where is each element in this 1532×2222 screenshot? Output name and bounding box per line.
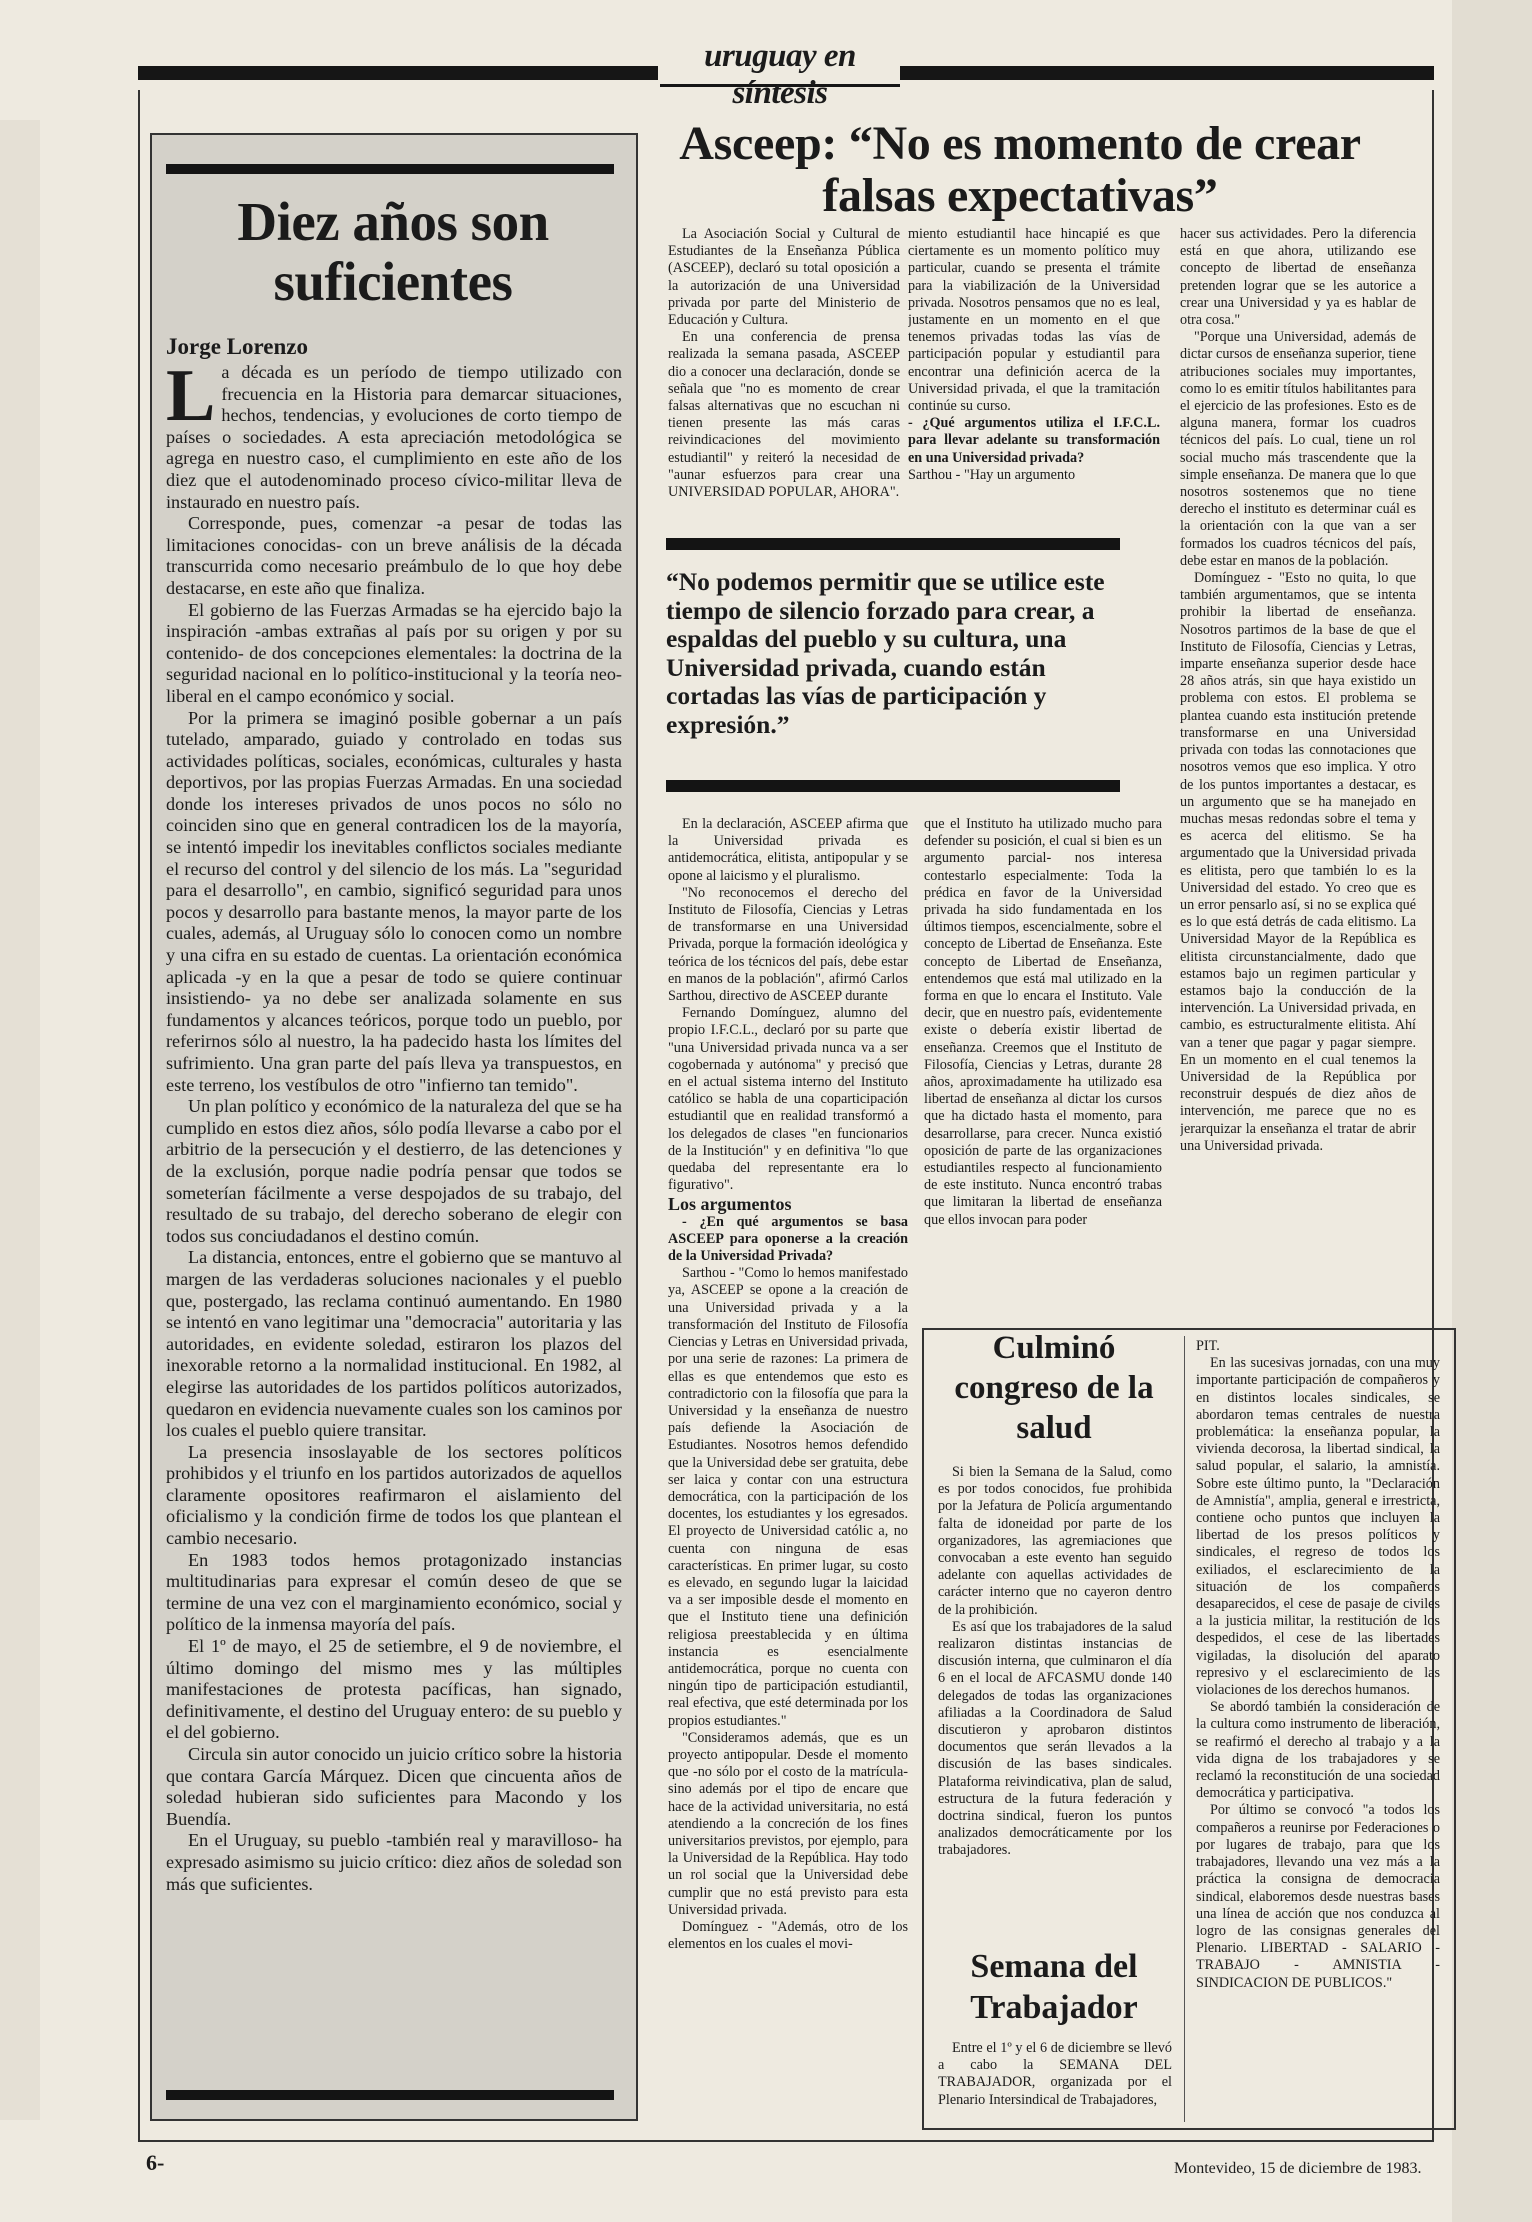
- issue-date: Montevideo, 15 de diciembre de 1983.: [1174, 2160, 1422, 2177]
- opinion-author: Jorge Lorenzo: [166, 334, 309, 359]
- opinion-paragraph: Un plan político y económico de la naturaleza del que se ha cumplido en estos diez años, sólo podía llevarse a cabo por el arbitrio de la persecución y el destierro, de las detenciones y de la exclusión, porque nadie podría pensar que todos se someterían fácilmente a verse despojados de su trabajo, del resultado de su trabajo, del derecho soberano de elegir con todos sus conciudadanos el destino común.: [166, 1096, 622, 1246]
- asceep-paragraph: En la declaración, ASCEEP afirma que la Universidad privada es antidemocrática, elitista, antipopular y se opone al laicismo y el pluralismo.: [668, 816, 908, 884]
- salud-paragraph: Por último se convocó "a todos los compañeros a reunirse por Federaciones o por lugares de trabajo, para que los trabajadores, llevando una vez más a la práctica la consigna de democracia sindical, elaboremos desde nuestras bases una línea de acción que nos conduzca al logro de las consignas generales del Plenario. LIBERTAD - SALARIO - TRABAJO - AMNISTIA - SINDICACION DE PUBLICOS.": [1196, 1802, 1440, 1991]
- opinion-paragraph: En 1983 todos hemos protagonizado instancias multitudinarias para expresar el común deseo de que se termine de una vez con el marginamiento económico, social y político de la inmensa mayoría del país.: [166, 1549, 622, 1635]
- masthead-rule-left: [138, 66, 658, 80]
- asceep-col-5: [924, 816, 1162, 1308]
- opinion-headline: Diez años son suficientes: [237, 191, 549, 312]
- salud-col-left: [938, 1464, 1172, 1914]
- asceep-subhead: Los argumentos: [668, 1194, 792, 1215]
- opinion-bottom-bar: [166, 2090, 614, 2100]
- opinion-paragraph: La presencia insoslayable de los sectores políticos prohibidos y el triunfo en los partidos autorizados de aquellos claramente opositores reafirmaron el aislamiento del oficialismo y la condición firme de todos los que plantean el cambio necesario.: [166, 1441, 622, 1549]
- asceep-paragraph: "Porque una Universidad, además de dictar cursos de enseñanza superior, tiene atribuciones sociales muy importantes, como lo es emitir títulos habilitantes para el ejercicio de las profesiones. Esto es de alguna manera, formar los cuadros técnicos del país. Lo cual, tiene un rol social mucho más trascendente que la simple enseñanza. De manera que lo que nosotros sostenemos que no tiene derecho el instituto es determinar cuál es la orientación con la que van a ser formados los cuadros técnicos del país, debe estar en manos de la población.: [1180, 329, 1416, 569]
- scan-edge-right: [1452, 0, 1532, 2222]
- asceep-paragraph: Domínguez - "Esto no quita, lo que también argumentamos, que se intenta prohibir la libertad de enseñanza. Nosotros partimos de la base de que el Instituto de Filosofía, Ciencias y Letras, imparte enseñanza superior desde hace 28 años atrás, sin que haya existido un problema con estos. El problema se plantea cuando esta institución pretende transformarse en una Universidad privada con todas las connotaciones que nosotros vemos que eso implica. Y otro de los puntos importantes a destacar, es un argumento que se ha manejado en muchas mesas redondas sobre el tema y es acerca del elitismo. Se ha argumentado que la Universidad privada es elitista, pero que también lo es la Universidad del estado. Yo creo que es un error pensarlo así, si no se explica qué es lo que está detrás de cada elitismo. La Universidad Mayor de la República es elitista circunstancialmente, dado que estamos bajo un regimen particular y estamos bajo la conducción de la intervención. La Universidad privada, en cambio, es estructuralmente elitista. Ahí van a tener que pagar y pagar siempre. En un momento en el cual tenemos la Universidad de la República por reconstruir después de diez años de intervención, me parece que no es jerarquizar la enseñanza el tratar de abrir una Universidad privada.: [1180, 570, 1416, 1154]
- pull-quote: “No podemos permitir que se utilice este tiempo de silencio forzado para crear, a espaldas del pueblo y su cultura, una Universidad privada, cuando están cortadas las vías de participación y expresión.”: [666, 567, 1105, 739]
- semana-headline: Semana del Trabajador: [970, 1948, 1138, 2026]
- page-number: 6-: [146, 2150, 165, 2175]
- pull-quote-bottom-bar: [666, 780, 1120, 792]
- asceep-paragraph: que el Instituto ha utilizado mucho para defender su posición, el cual si bien es un argumento parcial- nos interesa contestarlo especialmente: Toda la prédica en favor de la Universidad privada ha sido fundamentada en los últimos tiempos, escencialmente, sobre el concepto de Libertad de Enseñanza. Este concepto de Libertad de Enseñanza, entendemos que está mal utilizado en la forma en que lo encara el Instituto. Vale decir, que en nuestro país, evidentemente existe o debería existir libertad de enseñanza. Creemos que el Instituto de Filosofía, Ciencias y Letras, durante 28 años, aproximadamente ha utilizado esa libertad de enseñanza al dictar los cursos que ha dictado hasta el momento, para desarrollarse, para crecer. Nunca existió oposición de parte de las organizaciones estudiantiles respecto al funcionamiento de este instituto. Nunca encontró trabas que limitaran la libertad de enseñanza que ellos invocan para poder: [924, 816, 1162, 1228]
- opinion-paragraph: Circula sin autor conocido un juicio crítico sobre la historia que contara García Márquez. Dicen que cincuenta años de soledad hubieran sido suficientes para Macondo y los Buendía.: [166, 1744, 622, 1829]
- opinion-paragraph: El 1º de mayo, el 25 de setiembre, el 9 de noviembre, el último domingo del mismo mes y las múltiples manifestaciones de protesta pacíficas, han signado, definitivamente, el destino del Uruguay entero: de su pueblo y el del gobierno.: [166, 1636, 622, 1743]
- section-title: uruguay en síntesis: [704, 38, 856, 111]
- drop-cap: L: [166, 362, 216, 437]
- asceep-question: - ¿Qué argumentos utiliza el I.F.C.L. para llevar adelante su transformación en una Universidad privada?: [908, 415, 1160, 466]
- asceep-paragraph: La Asociación Social y Cultural de Estudiantes de la Enseñanza Pública (ASCEEP), declaró su total oposición a la autorización de una Universidad privada por parte del Ministerio de Educación y Cultura.: [668, 226, 900, 329]
- asceep-headline: Asceep: “No es momento de crear falsas expectativas”: [679, 117, 1361, 222]
- opinion-body: [166, 362, 622, 2062]
- asceep-paragraph: Sarthou - "Como lo hemos manifestado ya, ASCEEP se opone a la creación de una Universidad privada y a la transformación del Instituto de Filosofía Ciencias y Letras en Universidad privada, por una serie de razones: La primera de ellas es que entendemos que esto es contradictorio con la filosofía que para la Universidad y la enseñanza de nuestro país defiende la Asociación de Estudiantes. Nosotros hemos defendido que la Universidad debe ser gratuita, debe ser laica y contar con una estructura democrática, con la participación de los docentes, los estudiantes y los egresados. El proyecto de Universidad católic a, no cuenta con ninguna de esas características. En primer lugar, su costo es elevado, en segundo lugar la laicidad va a ser imposible desde el momento en que el Instituto tiene una definición religiosa preestablecida y en última instancia es esencialmente antidemocrática, porque no cuenta con ningún tipo de participación estudiantil, real efectiva, que esté determinada por los propios estudiantes.": [668, 1265, 908, 1729]
- asceep-paragraph: Domínguez - "Además, otro de los elementos en los cuales el movi-: [668, 1919, 908, 1953]
- opinion-paragraph: a década es un período de tiempo utilizado con frecuencia en la Historia para demarcar situaciones, hechos, tendencias, y evoluciones de corto tiempo de países o sociedades. A esta apreciación metodológica se agrega en nuestro caso, el cumplimiento en este año de los diez que el autodenominado proceso cívico-militar lleva de instaurado en nuestro país.: [166, 362, 622, 512]
- asceep-paragraph: hacer sus actividades. Pero la diferencia está en que ahora, utilizando ese concepto de libertad de enseñanza pretenden lograr que se les autorice a crear una Universidad y ya es hablar de otra cosa.": [1180, 226, 1416, 329]
- asceep-col-2: [908, 226, 1160, 530]
- asceep-paragraph: Fernando Domínguez, alumno del propio I.F.C.L., declaró por su parte que "una Universidad privada nunca va a ser cogobernada y autónoma" y precisó que en el actual sistema interno del Instituto católico se habla de una coparticipación estudiantil que en realidad transformó a los delegados de clases "en funcionarios de la Institución" y en definitiva "lo que quedaba del representante era lo figurativo".: [668, 1005, 908, 1194]
- asceep-col-3: [1180, 226, 1416, 1308]
- asceep-paragraph: "No reconocemos el derecho del Instituto de Filosofía, Ciencias y Letras de transformarse en una Universidad Privada, porque la formación ideológica y teórica de los técnicos del país, debe estar en manos de la población", afirmó Carlos Sarthou, directivo de ASCEEP durante: [668, 884, 908, 1005]
- salud-paragraph: En las sucesivas jornadas, con una muy importante participación de compañeros y en distintos locales sindicales, se abordaron temas centrales de nuestra problemática: la enseñanza popular, la vivienda decorosa, la libertad sindical, la salud popular, el salario, la amnistía. Sobre este último punto, la "Declaración de Amnistía", amplia, general e irrestricta, contiene ocho puntos que incluyen la libertad de los presos políticos y sindicales, el regreso de todos los exiliados, el esclarecimiento de la situación de los compañeros desaparecidos, el cese de pasaje de civiles a la justicia militar, la restitución de los despedidos, el cese de las libertades vigiladas, la disolución del aparato represivo y el esclarecimiento de las violaciones de los derechos humanos.: [1196, 1355, 1440, 1699]
- salud-column-divider: [1184, 1336, 1185, 2122]
- scan-edge-left: [0, 120, 40, 2120]
- asceep-col-1: [668, 226, 900, 530]
- salud-paragraph: Es así que los trabajadores de la salud realizaron distintas instancias de discusión interna, que culminaron el día 6 en el local de AFCASMU donde 140 delegados de todas las organizaciones afiliadas a la Coordinadora de Salud discutieron y aprobaron distintos documentos que serán llevados a la discusión de las bases sindicales. Plataforma reivindicativa, plan de salud, estructura de la futura federación y doctrina sindical, fueron los puntos analizados democráticamente por los trabajadores.: [938, 1618, 1172, 1859]
- semana-col: [938, 2040, 1172, 2124]
- opinion-top-bar: [166, 164, 614, 174]
- asceep-paragraph: En una conferencia de prensa realizada la semana pasada, ASCEEP dio a conocer una declaración, donde se señala que "no es momento de crear falsas alternativas que no escuchan ni tienen presente las más caras reivindicaciones del movimiento estudiantil" y reiteró la necesidad de "aunar esfuerzos para crear una UNIVERSIDAD POPULAR, AHORA".: [668, 329, 900, 501]
- asceep-question: - ¿En qué argumentos se basa ASCEEP para oponerse a la creación de la Universidad Privada?: [668, 1213, 908, 1265]
- asceep-paragraph: miento estudiantil hace hincapié es que ciertamente es un momento político muy particular, cuando se presenta el trámite para la viabilización de la Universidad privada. Nosotros pensamos que no es leal, justamente en un momento en el que tenemos privadas todas las vías de participación popular y estudiantil para encontrar una definición acerca de la Universidad privada, el que la tramitación continúe su curso.: [908, 226, 1160, 415]
- page-frame-bottom: [138, 2140, 1434, 2142]
- salud-paragraph: Se abordó también la consideración de la cultura como instrumento de liberación, se reafirmó el derecho al trabajo y a la vida digna de los trabajadores y se reclamó la reconstitución de una sociedad democrática y participativa.: [1196, 1699, 1440, 1802]
- opinion-paragraph: Por la primera se imaginó posible gobernar a un país tutelado, amparado, guiado y controlado en todas sus actividades políticas, sociales, económicas, culturales y hasta deportivos, por las propias Fuerzas Armadas. En una sociedad donde los intereses privados de unos pocos no sólo no coinciden sino que en general contradicen los de la mayoría, se intentó impedir los inevitables conflictos sociales mediante el recurso del control y del silencio de los más. La "seguridad para el desarrollo", en cambio, significó seguridad para unos pocos y desarrollo para bastante menos, la mayor parte de los cuales, además, al Uruguay sólo lo conocen como un nombre y una cifra en su estado de cuentas. La orientación económica aplicada -y en la que a pesar de todo se quiere continuar insistiendo- ya no debe ser analizada solamente en sus fundamentos y alcances teóricos, porque todo un pueblo, por referirnos sólo al nuestro, la ha padecido hasta los límites del sufrimiento. Una gran parte del país lleva ya transpuestos, en este terreno, los vestíbulos de otro "infierno tan temido".: [166, 707, 622, 1095]
- opinion-paragraph: La distancia, entonces, entre el gobierno que se mantuvo al margen de las verdaderas soluciones nacionales y el pueblo que, postergado, las reclama continuó aumentando. En 1980 se intentó en vano legitimar una "democracia" autoritaria y las autoridades, en evidente soledad, estiraron los plazos del inexorable retorno a la normalidad institucional. En 1982, al elegirse las autoridades de los partidos políticos autorizados, quedaron en evidencia nuevamente cuales son los caminos por los cuales el pueblo quiere transitar.: [166, 1247, 622, 1441]
- opinion-paragraph: Corresponde, pues, comenzar -a pesar de todas las limitaciones conocidas- con un breve análisis de la década transcurrida como necesario preámbulo de lo que hoy debe destacarse, en este año que finaliza.: [166, 513, 622, 598]
- asceep-paragraph: Sarthou - "Hay un argumento: [908, 466, 1076, 483]
- opinion-paragraph: En el Uruguay, su pueblo -también real y maravilloso- ha expresado asimismo su juicio crítico: diez años de soledad son más que suficientes.: [166, 1830, 622, 1894]
- page-frame-left: [138, 90, 140, 2140]
- salud-headline: Culminó congreso de la salud: [954, 1330, 1154, 1446]
- asceep-col-4: [668, 816, 908, 2132]
- asceep-paragraph: "Consideramos además, que es un proyecto antipopular. Desde el momento que -no sólo por el costo de la matrícula- sino además por el tipo de encare que hace de la actividad universitaria, no está atendiendo a la concreción de los fines universitarios previstos, por ejemplo, para la Universidad de la República. Hay todo un rol social que la Universidad debe cumplir que no está previsto para esta Universidad privada.: [668, 1729, 908, 1918]
- masthead-rule-right: [900, 66, 1434, 80]
- semana-paragraph: Entre el 1º y el 6 de diciembre se llevó a cabo la SEMANA DEL TRABAJADOR, organizada por el Plenario Intersindical de Trabajadores,: [938, 2040, 1172, 2108]
- salud-paragraph: Si bien la Semana de la Salud, como es por todos conocidos, fue prohibida por la Jefatura de Policía argumentando falta de idoneidad por parte de los organizadores, las agremiaciones que convocaban a este evento han seguido adelante con aquellas actividades de carácter interno que no cayeron dentro de la prohibición.: [938, 1464, 1172, 1618]
- salud-col-right: [1196, 1338, 1440, 2124]
- pull-quote-top-bar: [666, 538, 1120, 550]
- salud-paragraph: PIT.: [1196, 1338, 1220, 1354]
- opinion-paragraph: El gobierno de las Fuerzas Armadas se ha ejercido bajo la inspiración -ambas extrañas al país por su origen y por su contenido- de dos concepciones elementales: la doctrina de la seguridad nacional en lo político-institucional y la teoría neo-liberal en el campo económico y social.: [166, 599, 622, 706]
